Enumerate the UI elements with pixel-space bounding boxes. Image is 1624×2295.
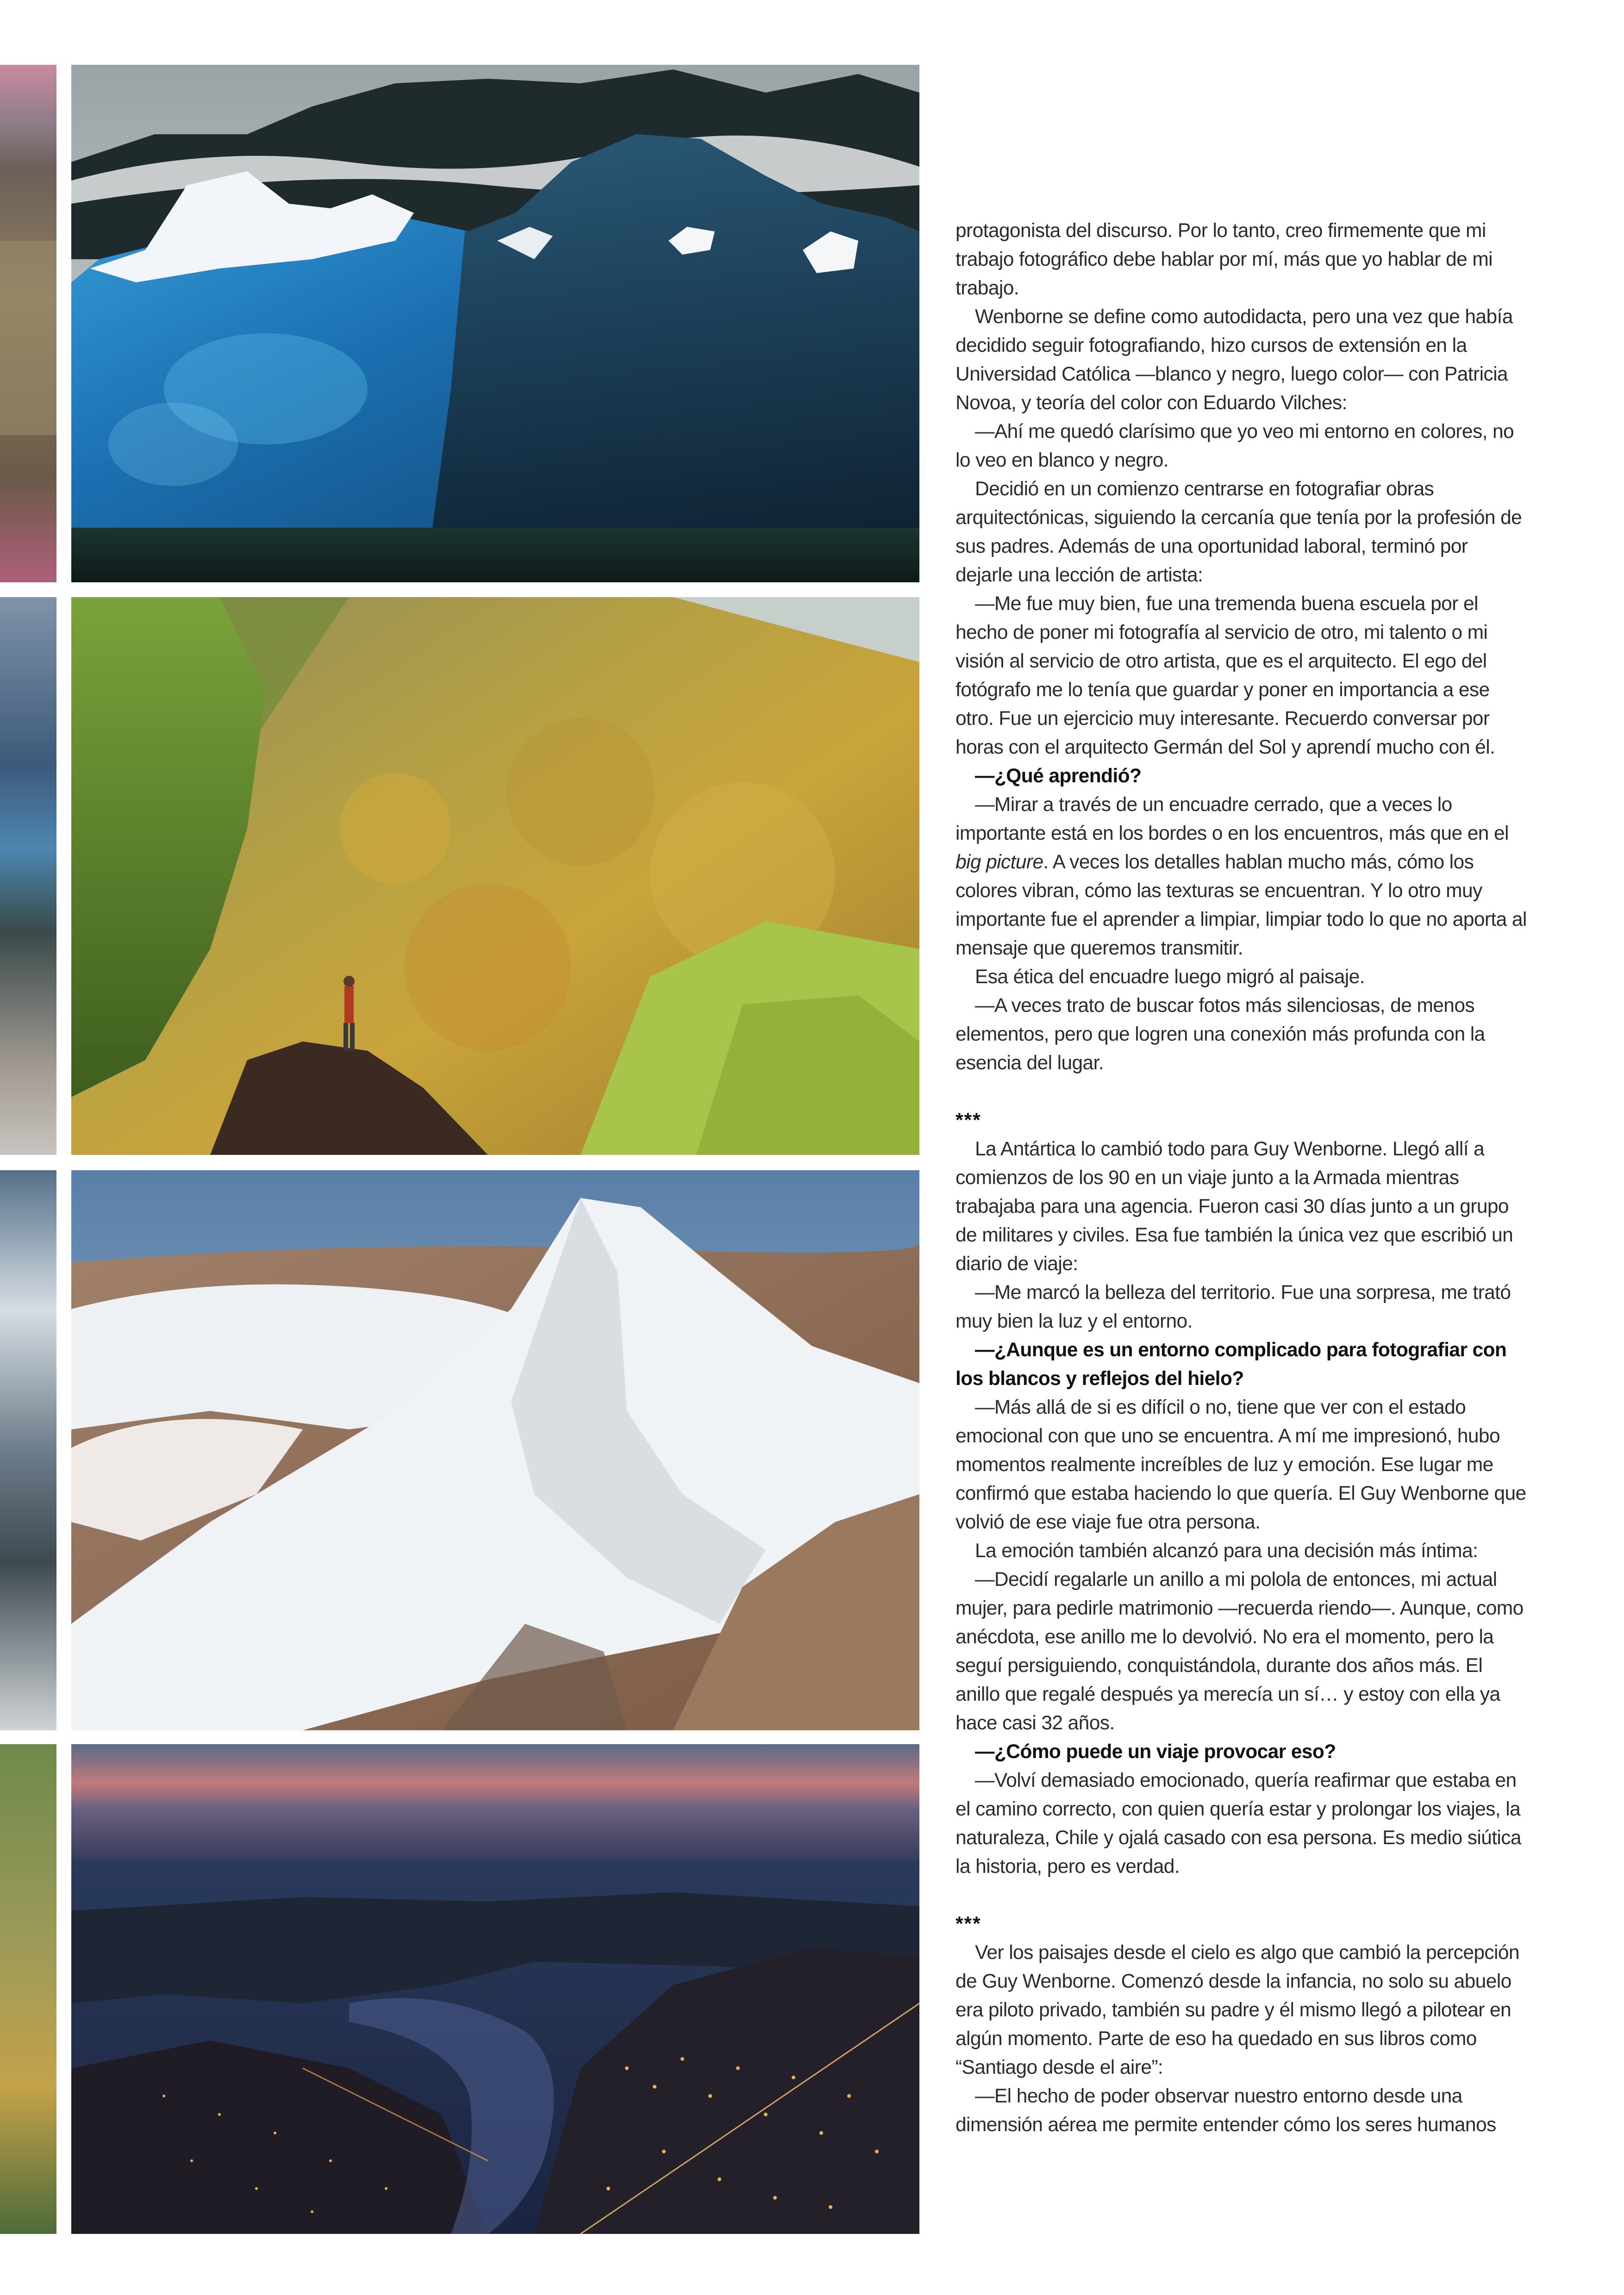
article-paragraph: —Me marcó la belleza del territorio. Fue una sorpresa, me trató muy bien la luz y el entorno. [956,1282,1511,1332]
interview-question: —¿Aunque es un entorno complicado para fotografiar con los blancos y reflejos del hielo? [956,1339,1507,1390]
article-paragraph: —Decidí regalarle un anillo a mi polola de entonces, mi actual mujer, para pedirle matrimonio —recuerda riendo—. Aunque, como anécdota, ese anillo me lo devolvió. No era el momento, pero la seguí persiguiendo, conquistándola, durante dos años más. El anillo que regalé después ya merecía un sí… y estoy con ella ya hace casi 32 años. [956,1569,1524,1734]
article-paragraph: Ver los paisajes desde el cielo es algo que cambió la percepción de Guy Wenborne. Comenzó desde la infancia, no solo su abuelo era piloto privado, también su padre y él mismo llegó a pilotear en algún momento. Parte de eso ha quedado en sus libros como “Santiago desde el aire”: [956,1942,1519,2078]
article-text: . A veces los detalles hablan mucho más, cómo los colores vibran, cómo las texturas se encuentran. Y lo otro muy importante fue el aprender a limpiar, limpiar todo lo que no aporta al mensaje que queremos transmitir. [956,851,1527,959]
emphasis-text: big picture [956,851,1043,873]
article-paragraph: Wenborne se define como autodidacta, pero una vez que había decidido seguir fotografiando, hizo cursos de extensión en la Universidad Católica —blanco y negro, luego color— con Patricia Novoa, y teoría del color con Eduardo Vilches: [956,306,1513,414]
article-paragraph: —Ahí me quedó clarísimo que yo veo mi entorno en colores, no lo veo en blanco y negro. [956,421,1514,471]
article-paragraph: —Me fue muy bien, fue una tremenda buena escuela por el hecho de poner mi fotografía al servicio de otro, mi talento o mi visión al servicio de otro artista, que es el arquitecto. El ego del fotógrafo me lo tenía que guardar y poner en importancia a ese otro. Fue un ejercicio muy interesante. Recuerdo conversar por horas con el arquitecto Germán del Sol y aprendí mucho con él. [956,593,1495,758]
section-separator: *** [956,1913,981,1935]
article-paragraph: protagonista del discurso. Por lo tanto, creo firmemente que mi trabajo fotográfico debe hablar por mí, más que yo hablar de mi trabajo. [956,220,1493,299]
article-paragraph: —Volví demasiado emocionado, quería reafirmar que estaba en el camino correcto, con quien quería estar y prolongar los viajes, la naturaleza, Chile y ojalá casado con esa persona. Es medio siútica la historia, pero es verdad. [956,1770,1521,1877]
interview-question: —¿Cómo puede un viaje provocar eso? [975,1741,1336,1763]
left-strip-photo-3 [0,1170,56,1730]
forest-slope-photo [71,597,919,1155]
article-paragraph: —A veces trato de buscar fotos más silenciosas, de menos elementos, pero que logren una conexión más profunda con la esencia del lugar. [956,995,1485,1074]
snowy-volcano-photo [71,1170,919,1730]
interview-question: —¿Qué aprendió? [975,765,1142,787]
article-text: —Mirar a través de un encuadre cerrado, que a veces lo importante está en los bordes o en los encuentros, más que en el [956,794,1509,844]
left-strip-photo-4 [0,1744,56,2234]
article-paragraph: La emoción también alcanzó para una decisión más íntima: [975,1540,1478,1562]
article-paragraph: Decidió en un comienzo centrarse en fotografiar obras arquitectónicas, siguiendo la cercanía que tenía por la profesión de sus padres. Además de una oportunidad laboral, terminó por dejarle una lección de artista: [956,478,1522,586]
article-body [956,217,1530,2139]
article-paragraph: —Más allá de si es difícil o no, tiene que ver con el estado emocional con que uno se encuentra. A mí me impresionó, hubo momentos realmente increíbles de luz y emoción. Ese lugar me confirmó que estaba haciendo lo que quería. El Guy Wenborne que volvió de ese viaje fue otra persona. [956,1397,1526,1533]
left-strip-photo-2 [0,597,56,1155]
left-strip-photo-1 [0,65,56,582]
iceberg-photo [71,65,919,582]
article-paragraph: Esa ética del encuadre luego migró al paisaje. [975,966,1365,988]
article-paragraph: —El hecho de poder observar nuestro entorno desde una dimensión aérea me permite entender cómo los seres humanos [956,2085,1496,2136]
city-night-photo [71,1744,919,2234]
article-paragraph: La Antártica lo cambió todo para Guy Wenborne. Llegó allí a comienzos de los 90 en un viaje junto a la Armada mientras trabajaba para una agencia. Fueron casi 30 días junto a un grupo de militares y civiles. Esa fue también la única vez que escribió un diario de viaje: [956,1138,1513,1275]
article-paragraph [956,791,1530,963]
section-separator: *** [956,1110,981,1131]
